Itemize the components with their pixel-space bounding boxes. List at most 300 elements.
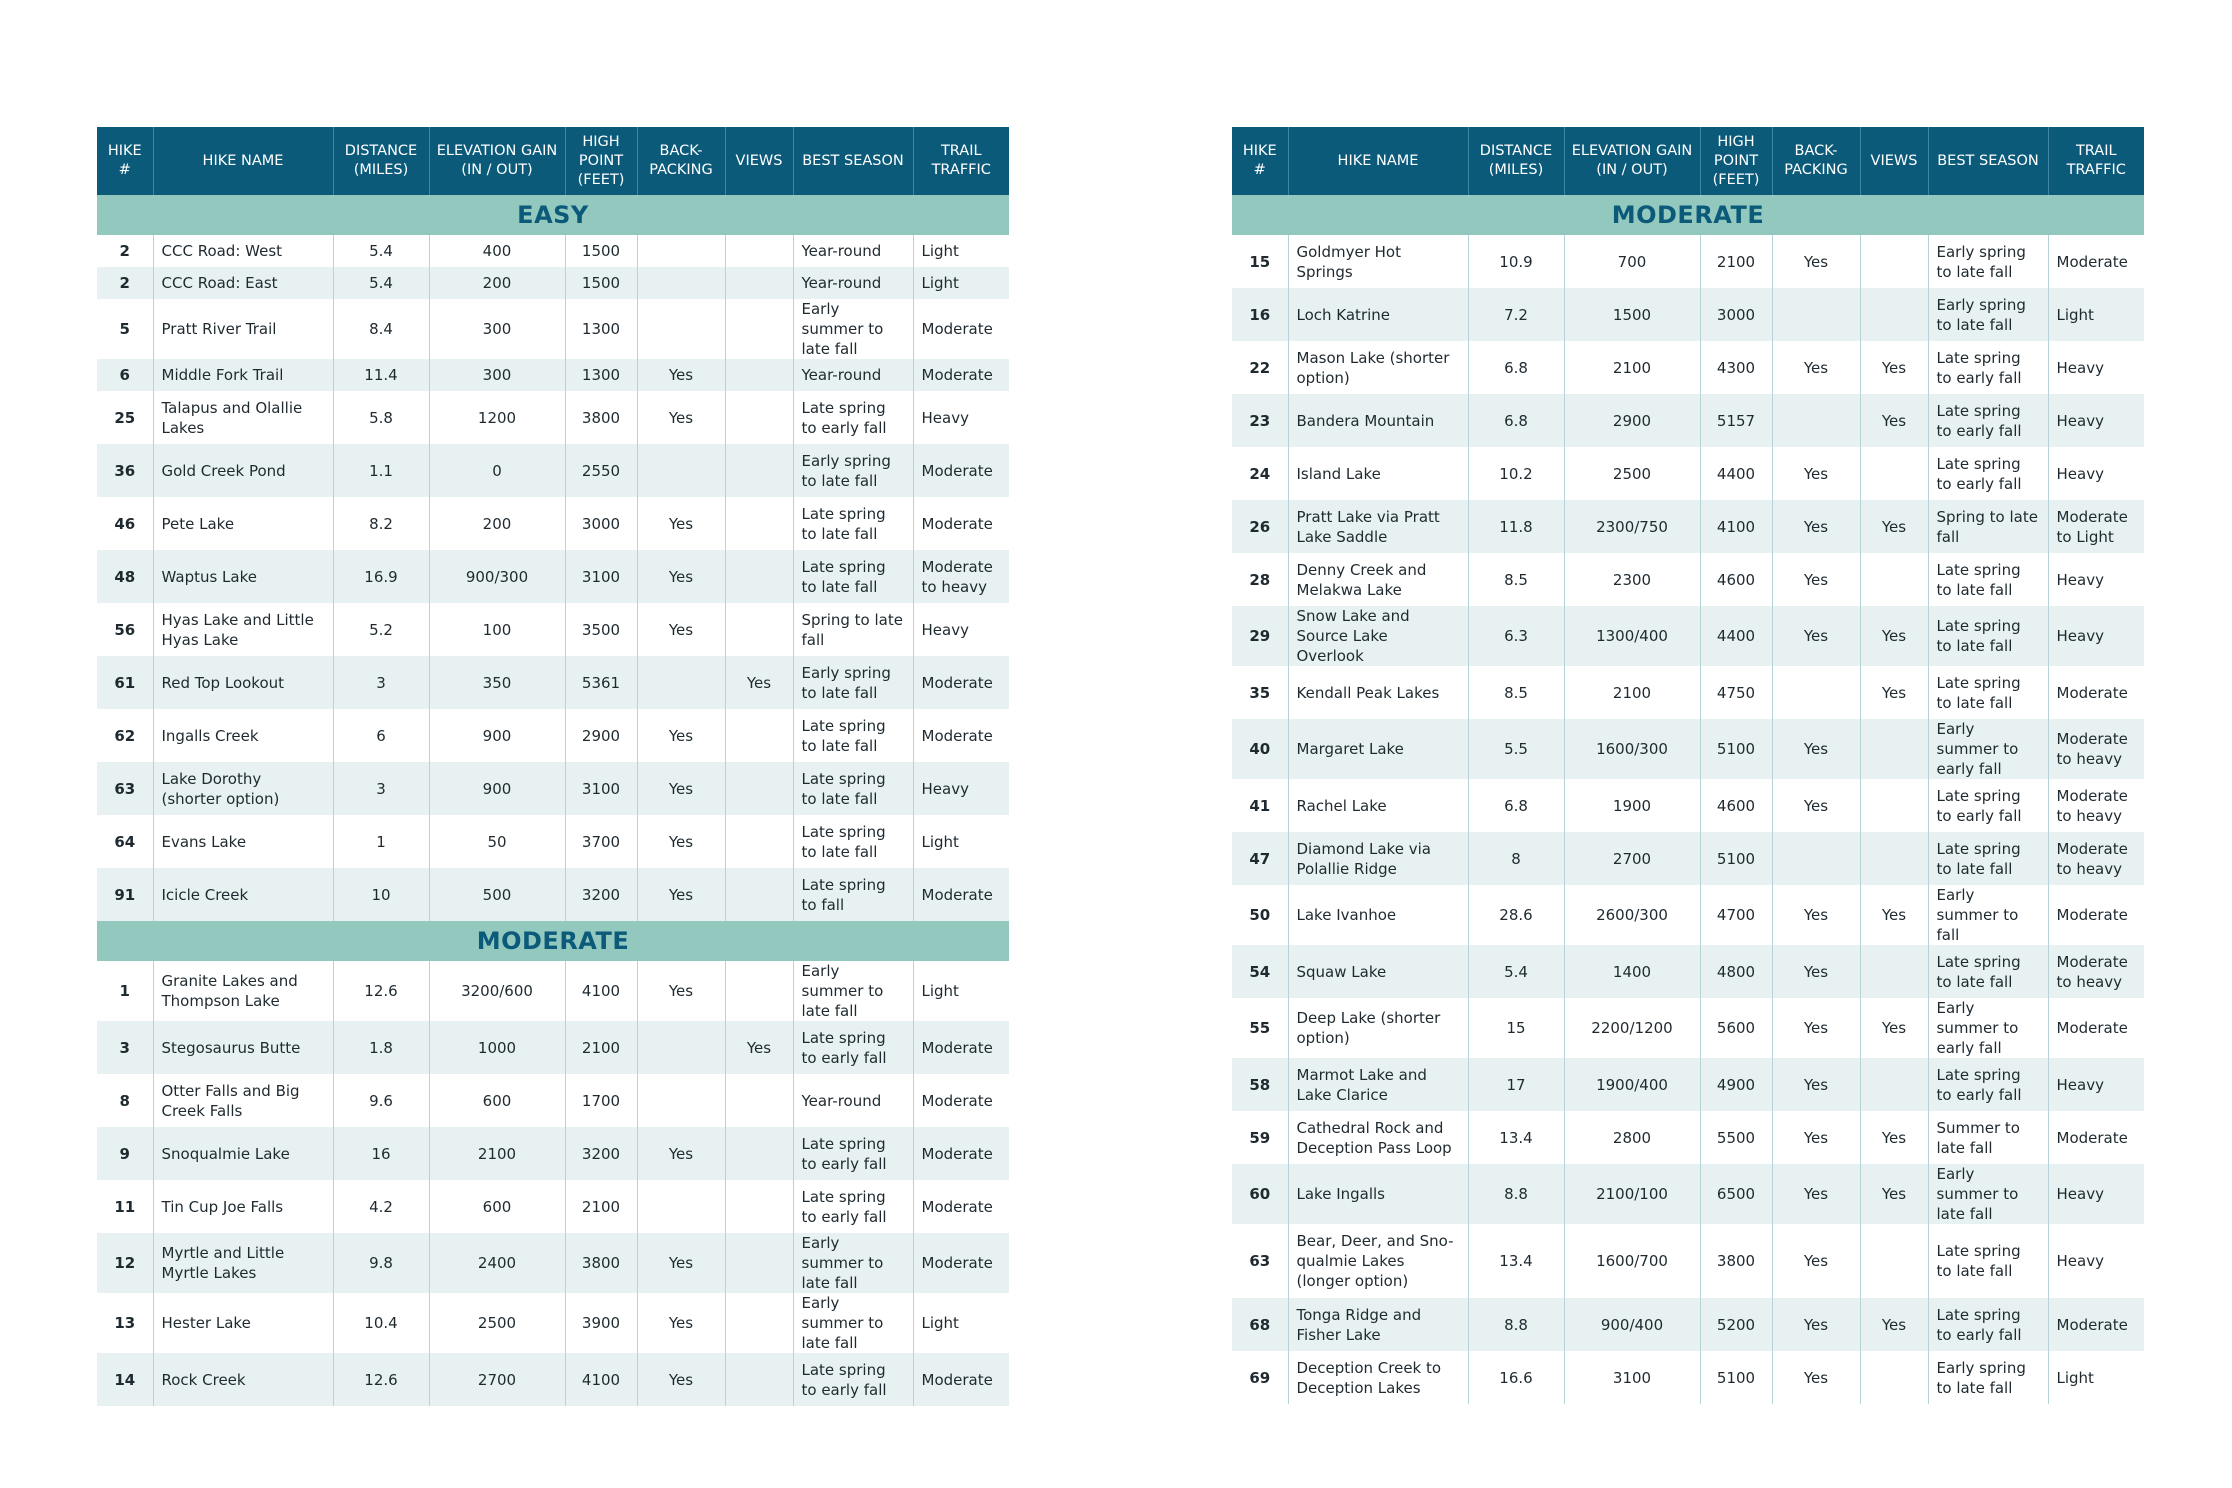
table-row [1232,1111,2144,1164]
cell-best-season: Spring to late fall [793,603,913,656]
cell-elevation-gain: 900 [429,762,565,815]
cell-distance: 8.4 [333,299,429,359]
cell-trail-traffic: Light [913,1293,1009,1353]
cell-high-point: 3200 [565,1127,637,1180]
cell-backpacking: Yes [1772,606,1860,666]
cell-hike-number: 29 [1232,606,1288,666]
cell-views: Yes [725,656,793,709]
cell-best-season: Late spring to late fall [793,709,913,762]
cell-elevation-gain: 700 [1564,235,1700,288]
cell-backpacking: Yes [637,762,725,815]
cell-best-season: Late spring to late fall [793,550,913,603]
cell-views: Yes [1860,998,1928,1058]
cell-hike-number: 12 [97,1233,153,1293]
table-row [97,656,1009,709]
table-row [1232,341,2144,394]
cell-best-season: Early spring to late fall [793,444,913,497]
cell-elevation-gain: 50 [429,815,565,868]
cell-hike-name: Middle Fork Trail [153,359,333,391]
cell-high-point: 4600 [1700,779,1772,832]
cell-hike-name: Mason Lake (shorter option) [1288,341,1468,394]
header-row [97,127,1009,195]
table-row [97,359,1009,391]
cell-elevation-gain: 2100 [1564,341,1700,394]
cell-trail-traffic: Moderate [2048,666,2144,719]
section-title: MODERATE [1232,195,2144,235]
column-header-best-season: BEST SEASON [1928,127,2048,195]
cell-backpacking [1772,288,1860,341]
cell-hike-number: 26 [1232,500,1288,553]
cell-high-point: 1300 [565,359,637,391]
cell-trail-traffic: Moderate [913,1353,1009,1406]
cell-hike-name: Otter Falls and Big Creek Falls [153,1074,333,1127]
cell-elevation-gain: 300 [429,359,565,391]
cell-hike-number: 22 [1232,341,1288,394]
cell-hike-name: Diamond Lake via Polallie Ridge [1288,832,1468,885]
cell-best-season: Year-round [793,267,913,299]
cell-hike-number: 64 [97,815,153,868]
cell-trail-traffic: Heavy [2048,1224,2144,1298]
cell-trail-traffic: Heavy [913,762,1009,815]
table-row [97,1180,1009,1233]
table-row [1232,1351,2144,1404]
cell-hike-name: Island Lake [1288,447,1468,500]
cell-high-point: 1700 [565,1074,637,1127]
table-row [1232,288,2144,341]
cell-distance: 3 [333,762,429,815]
cell-hike-name: Lake Ivanhoe [1288,885,1468,945]
cell-hike-number: 63 [97,762,153,815]
table-row [1232,885,2144,945]
cell-best-season: Early spring to late fall [1928,288,2048,341]
cell-distance: 1.8 [333,1021,429,1074]
cell-backpacking: Yes [637,815,725,868]
cell-hike-name: Rachel Lake [1288,779,1468,832]
cell-backpacking [1772,832,1860,885]
cell-views [725,235,793,267]
cell-elevation-gain: 1300/400 [1564,606,1700,666]
cell-elevation-gain: 600 [429,1180,565,1233]
cell-best-season: Late spring to early fall [793,1353,913,1406]
cell-elevation-gain: 2100 [1564,666,1700,719]
cell-hike-name: Bear, Deer, and Sno-qualmie Lakes (longer option) [1288,1224,1468,1298]
cell-views [725,603,793,656]
cell-high-point: 3200 [565,868,637,921]
cell-distance: 5.4 [1468,945,1564,998]
cell-views [725,868,793,921]
cell-trail-traffic: Moderate [913,709,1009,762]
cell-high-point: 4900 [1700,1058,1772,1111]
table-row [97,235,1009,267]
cell-distance: 13.4 [1468,1111,1564,1164]
cell-trail-traffic: Heavy [913,603,1009,656]
cell-hike-name: CCC Road: East [153,267,333,299]
table-row [1232,553,2144,606]
section-header [97,921,1009,961]
cell-trail-traffic: Heavy [2048,1058,2144,1111]
cell-views: Yes [725,1021,793,1074]
cell-trail-traffic: Moderate [913,656,1009,709]
cell-hike-number: 5 [97,299,153,359]
cell-distance: 8.5 [1468,666,1564,719]
cell-high-point: 5100 [1700,1351,1772,1404]
cell-views [1860,945,1928,998]
table-row [1232,1298,2144,1351]
cell-distance: 7.2 [1468,288,1564,341]
cell-backpacking: Yes [1772,341,1860,394]
cell-high-point: 1500 [565,267,637,299]
table-row [97,1074,1009,1127]
column-header-distance: DISTANCE (MILES) [333,127,429,195]
cell-high-point: 5500 [1700,1111,1772,1164]
cell-trail-traffic: Heavy [2048,606,2144,666]
cell-hike-name: Pete Lake [153,497,333,550]
cell-best-season: Late spring to late fall [1928,1224,2048,1298]
cell-trail-traffic: Moderate [2048,1298,2144,1351]
cell-distance: 5.2 [333,603,429,656]
cell-distance: 12.6 [333,1353,429,1406]
cell-high-point: 3100 [565,762,637,815]
cell-views [725,1233,793,1293]
cell-best-season: Late spring to late fall [793,815,913,868]
table-row [1232,945,2144,998]
cell-backpacking: Yes [1772,1298,1860,1351]
cell-trail-traffic: Moderate [913,1233,1009,1293]
cell-hike-number: 91 [97,868,153,921]
cell-elevation-gain: 900 [429,709,565,762]
cell-hike-number: 50 [1232,885,1288,945]
section-title: MODERATE [97,921,1009,961]
cell-best-season: Late spring to late fall [1928,606,2048,666]
cell-backpacking: Yes [637,359,725,391]
cell-high-point: 3000 [1700,288,1772,341]
cell-distance: 8.2 [333,497,429,550]
cell-hike-number: 2 [97,235,153,267]
cell-hike-number: 35 [1232,666,1288,719]
cell-elevation-gain: 2400 [429,1233,565,1293]
cell-hike-number: 8 [97,1074,153,1127]
cell-distance: 11.8 [1468,500,1564,553]
cell-elevation-gain: 2500 [429,1293,565,1353]
cell-backpacking: Yes [1772,719,1860,779]
cell-views: Yes [1860,500,1928,553]
cell-high-point: 3900 [565,1293,637,1353]
cell-views [1860,1058,1928,1111]
cell-views [1860,719,1928,779]
cell-hike-number: 54 [1232,945,1288,998]
column-header-trail-traffic: TRAIL TRAFFIC [913,127,1009,195]
cell-views: Yes [1860,394,1928,447]
cell-hike-name: Icicle Creek [153,868,333,921]
cell-best-season: Early summer to fall [1928,885,2048,945]
cell-backpacking [637,299,725,359]
cell-best-season: Year-round [793,1074,913,1127]
header-row [1232,127,2144,195]
cell-best-season: Late spring to late fall [1928,553,2048,606]
cell-distance: 6.8 [1468,779,1564,832]
table-row [97,1233,1009,1293]
cell-elevation-gain: 0 [429,444,565,497]
cell-hike-name: Evans Lake [153,815,333,868]
cell-backpacking: Yes [1772,1351,1860,1404]
cell-best-season: Early summer to early fall [1928,719,2048,779]
cell-hike-name: Gold Creek Pond [153,444,333,497]
column-header-backpacking: BACK-PACKING [637,127,725,195]
table-row [1232,779,2144,832]
cell-hike-number: 40 [1232,719,1288,779]
cell-high-point: 5100 [1700,719,1772,779]
table-row [97,603,1009,656]
cell-distance: 4.2 [333,1180,429,1233]
cell-trail-traffic: Moderate [913,1021,1009,1074]
cell-hike-name: Talapus and Olallie Lakes [153,391,333,444]
cell-hike-number: 46 [97,497,153,550]
cell-trail-traffic: Moderate to heavy [2048,832,2144,885]
table-row [97,444,1009,497]
cell-high-point: 2100 [1700,235,1772,288]
cell-best-season: Early summer to late fall [793,961,913,1021]
cell-backpacking: Yes [637,1353,725,1406]
cell-high-point: 4100 [1700,500,1772,553]
cell-views [1860,447,1928,500]
cell-hike-name: Deep Lake (shorter option) [1288,998,1468,1058]
cell-best-season: Early spring to late fall [793,656,913,709]
cell-elevation-gain: 1600/300 [1564,719,1700,779]
cell-backpacking: Yes [1772,1164,1860,1224]
cell-high-point: 3500 [565,603,637,656]
cell-backpacking: Yes [1772,1111,1860,1164]
cell-hike-number: 3 [97,1021,153,1074]
cell-best-season: Early summer to late fall [793,1233,913,1293]
cell-distance: 10.2 [1468,447,1564,500]
cell-views [725,1127,793,1180]
cell-views: Yes [1860,1164,1928,1224]
table-row [1232,998,2144,1058]
cell-distance: 16.9 [333,550,429,603]
cell-trail-traffic: Moderate [913,1127,1009,1180]
table-row [1232,719,2144,779]
cell-best-season: Late spring to late fall [793,497,913,550]
hikes-table-right [1232,127,2144,1404]
cell-best-season: Late spring to early fall [793,1127,913,1180]
cell-best-season: Late spring to early fall [793,1180,913,1233]
table-row [97,709,1009,762]
cell-hike-name: Lake Ingalls [1288,1164,1468,1224]
section-title: EASY [97,195,1009,235]
cell-hike-number: 13 [97,1293,153,1353]
cell-backpacking: Yes [1772,553,1860,606]
cell-hike-name: Rock Creek [153,1353,333,1406]
cell-best-season: Early summer to late fall [1928,1164,2048,1224]
table-row [97,550,1009,603]
cell-views [725,359,793,391]
cell-backpacking: Yes [637,497,725,550]
cell-distance: 6.8 [1468,341,1564,394]
column-header-distance: DISTANCE (MILES) [1468,127,1564,195]
cell-hike-name: Ingalls Creek [153,709,333,762]
cell-elevation-gain: 2300 [1564,553,1700,606]
cell-elevation-gain: 2100 [429,1127,565,1180]
cell-trail-traffic: Moderate to heavy [2048,779,2144,832]
cell-hike-number: 1 [97,961,153,1021]
cell-high-point: 5200 [1700,1298,1772,1351]
cell-high-point: 4750 [1700,666,1772,719]
cell-distance: 8.8 [1468,1164,1564,1224]
cell-best-season: Early summer to early fall [1928,998,2048,1058]
cell-distance: 15 [1468,998,1564,1058]
cell-high-point: 5100 [1700,832,1772,885]
cell-high-point: 4400 [1700,606,1772,666]
table-body [1232,195,2144,1404]
cell-views [1860,553,1928,606]
cell-elevation-gain: 2700 [1564,832,1700,885]
cell-hike-number: 56 [97,603,153,656]
cell-views [725,762,793,815]
column-header-backpacking: BACK-PACKING [1772,127,1860,195]
cell-high-point: 5600 [1700,998,1772,1058]
cell-best-season: Late spring to early fall [1928,341,2048,394]
cell-hike-number: 47 [1232,832,1288,885]
cell-high-point: 3100 [565,550,637,603]
cell-backpacking: Yes [637,1293,725,1353]
cell-elevation-gain: 300 [429,299,565,359]
column-header-high-point: HIGH POINT (FEET) [1700,127,1772,195]
cell-high-point: 3700 [565,815,637,868]
cell-high-point: 3000 [565,497,637,550]
cell-distance: 5.4 [333,267,429,299]
table-row [1232,1058,2144,1111]
cell-views: Yes [1860,1111,1928,1164]
cell-views [725,1180,793,1233]
cell-hike-number: 69 [1232,1351,1288,1404]
cell-high-point: 3800 [565,391,637,444]
table-row [97,497,1009,550]
cell-backpacking [637,1180,725,1233]
cell-best-season: Early spring to late fall [1928,1351,2048,1404]
table-row [97,299,1009,359]
cell-hike-name: Hyas Lake and Little Hyas Lake [153,603,333,656]
cell-best-season: Year-round [793,235,913,267]
cell-high-point: 3800 [565,1233,637,1293]
cell-elevation-gain: 900/300 [429,550,565,603]
cell-elevation-gain: 2300/750 [1564,500,1700,553]
cell-backpacking: Yes [1772,1058,1860,1111]
table-row [97,961,1009,1021]
cell-views [725,299,793,359]
table-row [97,1127,1009,1180]
cell-best-season: Early spring to late fall [1928,235,2048,288]
table-row [1232,394,2144,447]
cell-distance: 6.8 [1468,394,1564,447]
cell-trail-traffic: Moderate [913,299,1009,359]
cell-hike-name: Red Top Lookout [153,656,333,709]
cell-hike-number: 14 [97,1353,153,1406]
cell-hike-number: 58 [1232,1058,1288,1111]
cell-backpacking [1772,394,1860,447]
cell-views [725,1293,793,1353]
cell-backpacking: Yes [1772,447,1860,500]
cell-trail-traffic: Moderate [913,359,1009,391]
cell-hike-number: 41 [1232,779,1288,832]
cell-best-season: Spring to late fall [1928,500,2048,553]
cell-hike-name: CCC Road: West [153,235,333,267]
cell-hike-name: Goldmyer Hot Springs [1288,235,1468,288]
cell-hike-number: 63 [1232,1224,1288,1298]
cell-trail-traffic: Moderate [2048,235,2144,288]
cell-hike-name: Tonga Ridge and Fisher Lake [1288,1298,1468,1351]
cell-hike-number: 36 [97,444,153,497]
cell-elevation-gain: 2900 [1564,394,1700,447]
cell-elevation-gain: 2500 [1564,447,1700,500]
cell-views [725,497,793,550]
cell-hike-name: Squaw Lake [1288,945,1468,998]
cell-views [725,1074,793,1127]
cell-high-point: 4300 [1700,341,1772,394]
cell-distance: 13.4 [1468,1224,1564,1298]
cell-trail-traffic: Light [913,267,1009,299]
table-row [1232,500,2144,553]
cell-hike-name: Snoqualmie Lake [153,1127,333,1180]
cell-backpacking [637,235,725,267]
cell-backpacking: Yes [637,550,725,603]
cell-hike-name: Bandera Mountain [1288,394,1468,447]
cell-elevation-gain: 1000 [429,1021,565,1074]
column-header-hike-number: HIKE # [1232,127,1288,195]
cell-trail-traffic: Heavy [2048,1164,2144,1224]
cell-trail-traffic: Moderate to heavy [2048,945,2144,998]
cell-high-point: 2100 [565,1180,637,1233]
cell-best-season: Late spring to late fall [793,762,913,815]
table-row [1232,666,2144,719]
cell-best-season: Late spring to early fall [793,1021,913,1074]
cell-high-point: 4400 [1700,447,1772,500]
cell-trail-traffic: Moderate [2048,885,2144,945]
table-row [97,762,1009,815]
cell-backpacking: Yes [637,868,725,921]
cell-trail-traffic: Moderate to heavy [2048,719,2144,779]
table-row [1232,1224,2144,1298]
cell-views: Yes [1860,885,1928,945]
cell-backpacking: Yes [1772,1224,1860,1298]
cell-views [725,709,793,762]
cell-elevation-gain: 1600/700 [1564,1224,1700,1298]
cell-backpacking [637,1021,725,1074]
cell-hike-number: 55 [1232,998,1288,1058]
cell-trail-traffic: Heavy [2048,394,2144,447]
cell-backpacking: Yes [1772,945,1860,998]
cell-best-season: Late spring to fall [793,868,913,921]
cell-distance: 8.8 [1468,1298,1564,1351]
cell-trail-traffic: Moderate to heavy [913,550,1009,603]
column-header-high-point: HIGH POINT (FEET) [565,127,637,195]
cell-high-point: 4600 [1700,553,1772,606]
cell-high-point: 2100 [565,1021,637,1074]
cell-backpacking: Yes [1772,885,1860,945]
cell-backpacking [637,1074,725,1127]
cell-hike-number: 60 [1232,1164,1288,1224]
column-header-views: VIEWS [1860,127,1928,195]
cell-distance: 16.6 [1468,1351,1564,1404]
cell-distance: 11.4 [333,359,429,391]
cell-hike-number: 28 [1232,553,1288,606]
cell-trail-traffic: Moderate [913,1180,1009,1233]
table-row [97,1293,1009,1353]
table-row [97,868,1009,921]
cell-trail-traffic: Heavy [2048,553,2144,606]
cell-elevation-gain: 2800 [1564,1111,1700,1164]
cell-hike-name: Cathedral Rock and Deception Pass Loop [1288,1111,1468,1164]
cell-elevation-gain: 2100/100 [1564,1164,1700,1224]
